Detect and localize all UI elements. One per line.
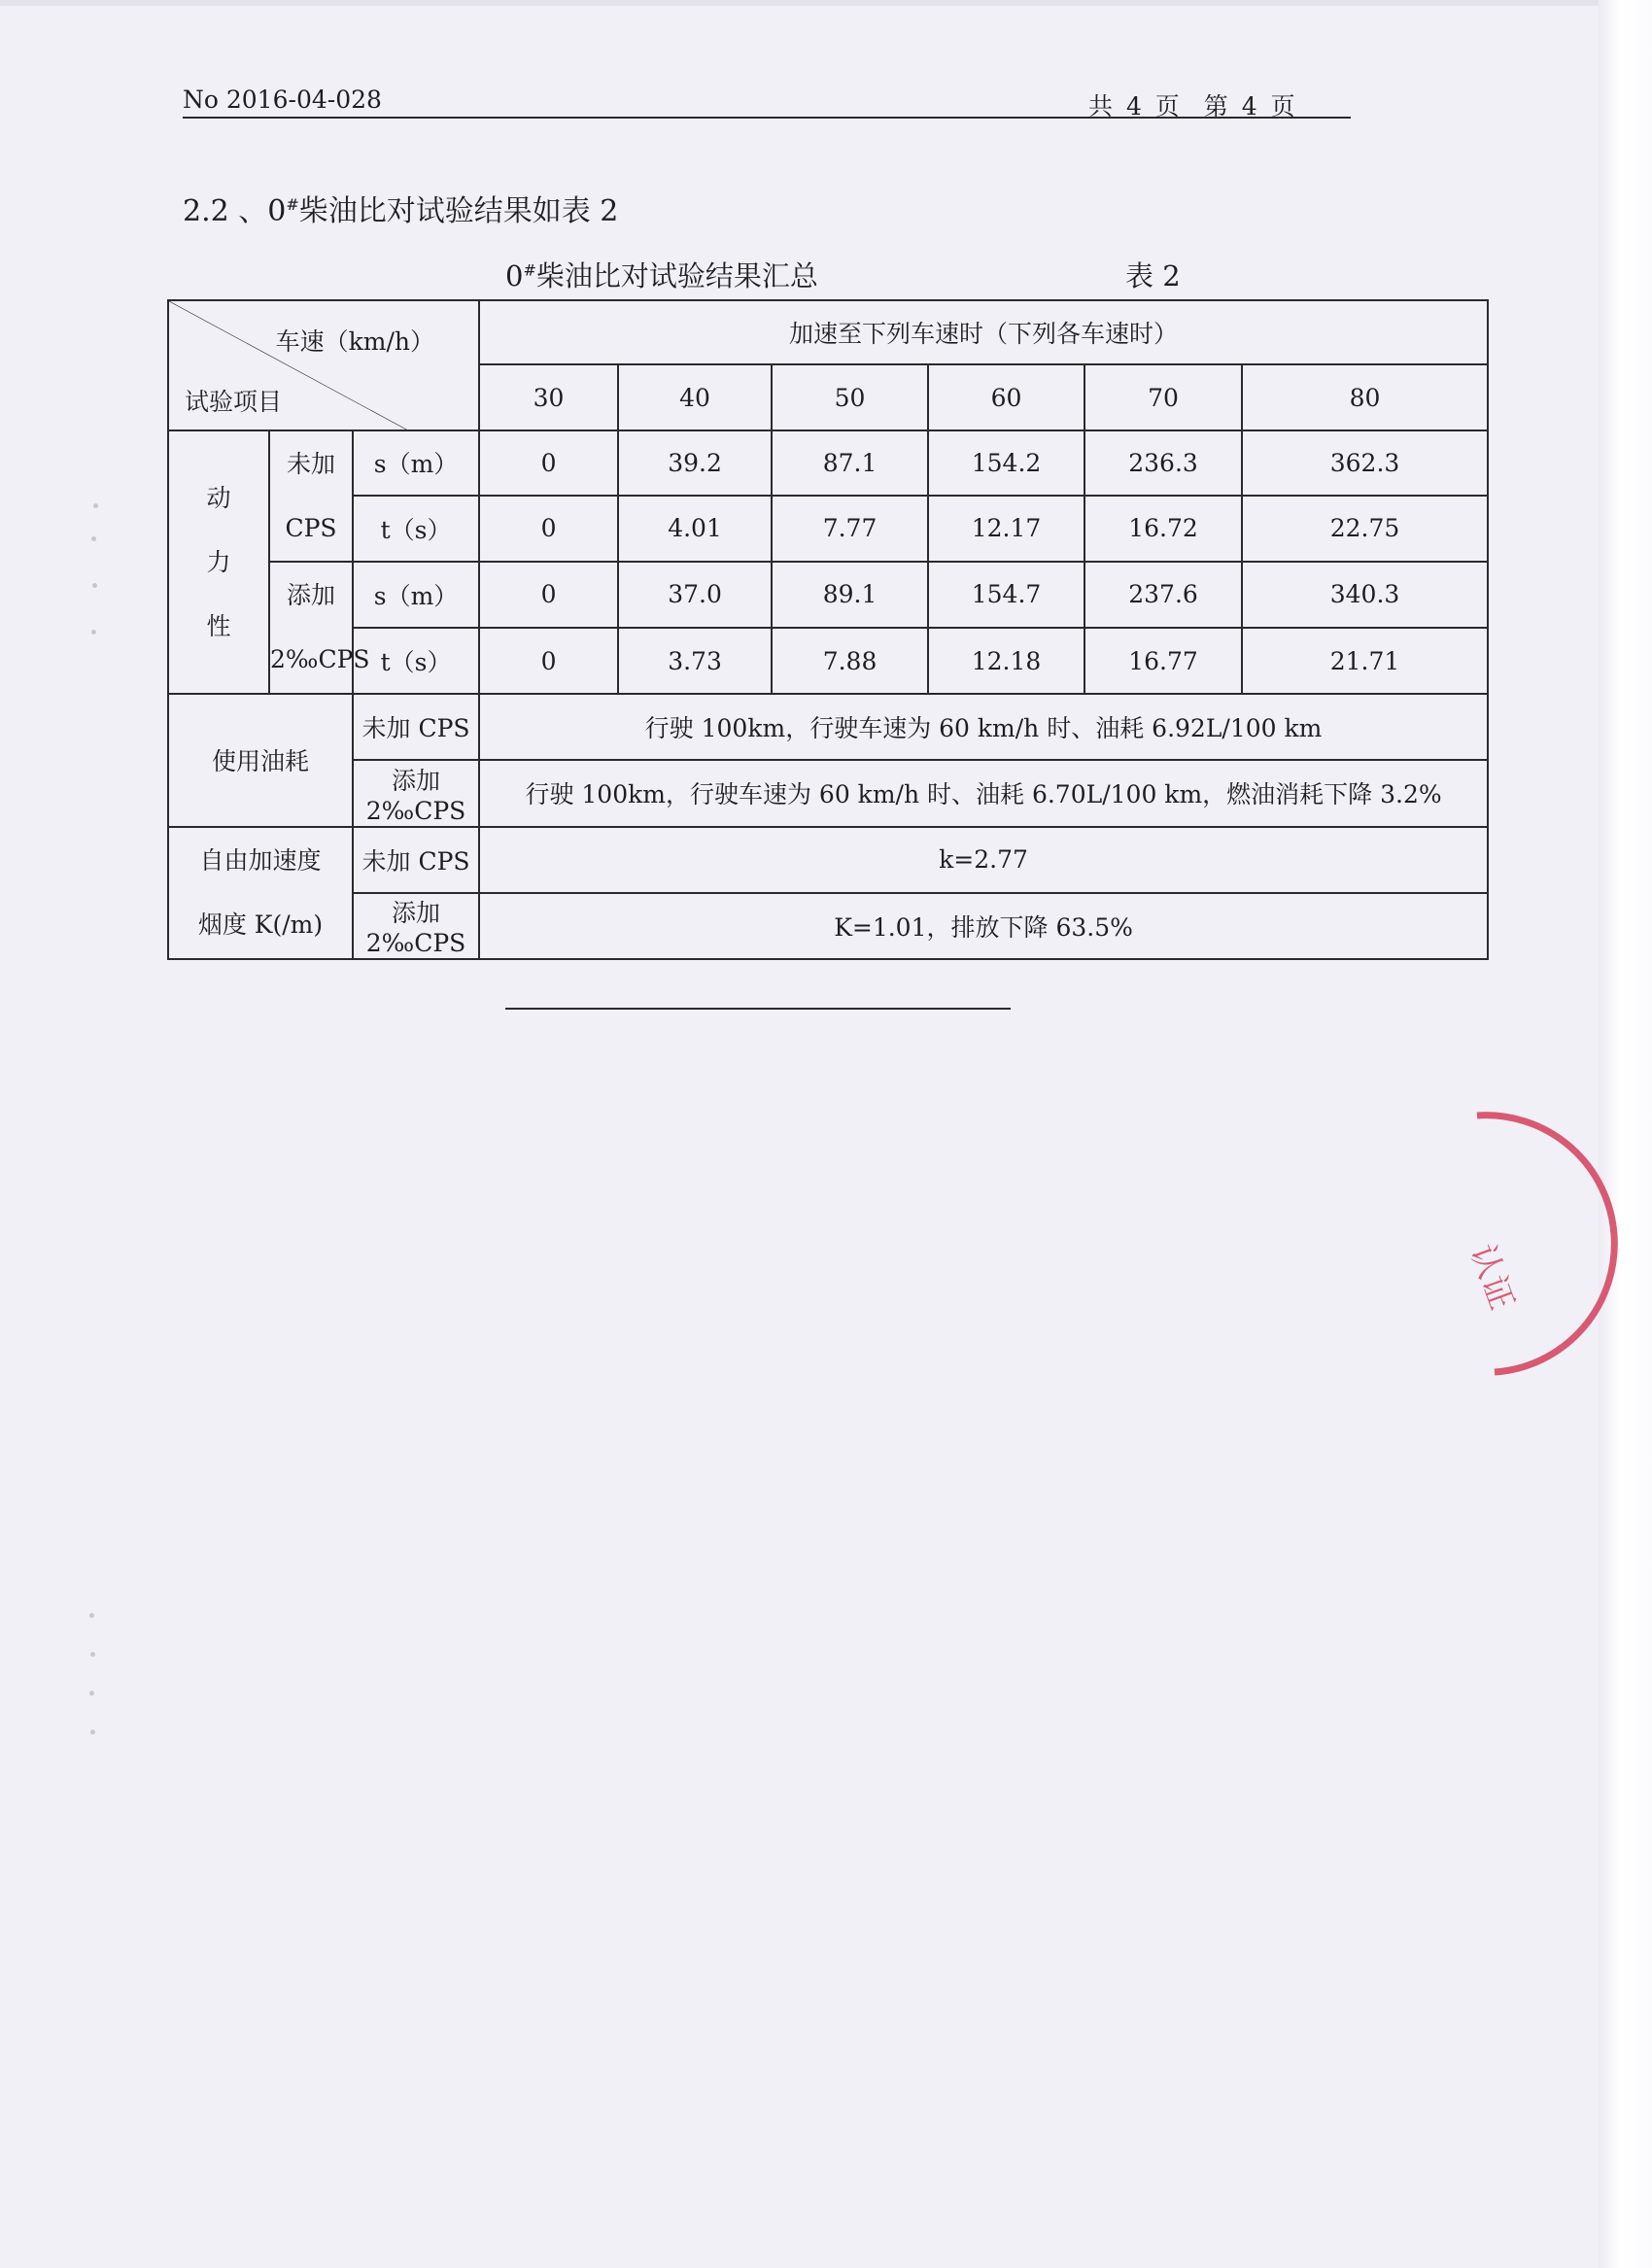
speed-header: 50 [772, 364, 928, 430]
condition-label: 添加 2‰CPS [353, 760, 479, 826]
binding-hole [89, 1691, 94, 1696]
page-top-edge [0, 0, 1652, 6]
group-label-line: 2‰CPS [270, 644, 370, 673]
data-cell: 4.01 [618, 496, 772, 562]
data-cell: 89.1 [772, 562, 928, 628]
group-label-line: CPS [285, 513, 337, 542]
official-seal [1458, 1098, 1652, 1390]
speed-axis-label: 车速（km/h） [275, 327, 435, 356]
data-cell: 16.72 [1084, 496, 1242, 562]
data-cell: 236.3 [1084, 430, 1242, 495]
binding-hole [90, 1652, 95, 1657]
section-superscript: # [286, 195, 299, 214]
param-label: s（m） [353, 430, 479, 495]
report-number: No 2016-04-028 [183, 86, 382, 114]
dynamic-char: 性 [206, 611, 231, 640]
result-table [167, 299, 1489, 960]
group-label-line: 未加 [286, 449, 335, 478]
data-cell: 0 [479, 430, 618, 495]
binding-hole [92, 583, 97, 588]
caption-prefix: 0 [505, 259, 524, 292]
speed-header: 40 [618, 364, 772, 430]
binding-hole [93, 503, 98, 508]
group-label-no-cps [269, 430, 353, 561]
section-number: 2.2 、0 [183, 194, 287, 228]
header-rule [183, 117, 1351, 119]
table-number: 表 2 [1125, 259, 1181, 292]
data-cell: 3.73 [618, 628, 772, 694]
param-label: t（s） [353, 496, 479, 562]
data-cell: 21.71 [1242, 628, 1488, 694]
binding-hole [90, 1730, 95, 1735]
data-cell: 16.77 [1084, 628, 1242, 694]
section-text: 柴油比对试验结果如表 2 [298, 194, 619, 228]
data-cell: 0 [479, 496, 618, 562]
caption-title: 柴油比对试验结果汇总 [535, 259, 818, 292]
data-cell: 154.7 [928, 562, 1084, 628]
speed-header: 60 [928, 364, 1084, 430]
smoke-result-no-cps: k=2.77 [479, 827, 1488, 893]
fuel-result-no-cps: 行驶 100km，行驶车速为 60 km/h 时、油耗 6.92L/100 km [479, 694, 1488, 760]
seal-text: 认证 [1462, 1239, 1522, 1316]
data-cell: 22.75 [1242, 496, 1488, 562]
data-cell: 154.2 [928, 430, 1084, 495]
data-cell: 7.77 [772, 496, 928, 562]
diagonal-header-cell [168, 300, 479, 430]
condition-label: 未加 CPS [353, 827, 479, 893]
binding-hole [89, 1613, 94, 1618]
speed-group-header: 加速至下列车速时（下列各车速时） [479, 300, 1488, 364]
speed-header: 70 [1084, 364, 1242, 430]
data-cell: 0 [479, 562, 618, 628]
fuel-consumption-label: 使用油耗 [168, 694, 353, 826]
group-label-with-cps [269, 562, 370, 694]
smoke-label-line: 烟度 K(/m) [197, 910, 324, 939]
data-cell: 237.6 [1084, 562, 1242, 628]
fuel-result-with-cps: 行驶 100km，行驶车速为 60 km/h 时、油耗 6.70L/100 km，燃油消耗下降 3.2% [479, 760, 1488, 826]
caption-superscript: # [523, 260, 536, 280]
data-cell: 87.1 [772, 430, 928, 495]
param-label: s（m） [353, 562, 479, 628]
binding-hole [91, 536, 96, 541]
condition-label: 添加 2‰CPS [353, 893, 479, 959]
dynamic-char: 动 [206, 483, 231, 512]
data-cell: 340.3 [1242, 562, 1488, 628]
speed-header: 30 [479, 364, 618, 430]
condition-label: 未加 CPS [353, 694, 479, 760]
data-cell: 0 [479, 628, 618, 694]
data-cell: 12.18 [928, 628, 1084, 694]
speed-header: 80 [1242, 364, 1488, 430]
data-cell: 7.88 [772, 628, 928, 694]
data-cell: 12.17 [928, 496, 1084, 562]
page-info: 共 4 页 第 4 页 [1088, 92, 1295, 120]
param-label: t（s） [353, 628, 479, 694]
dynamic-char: 力 [206, 547, 231, 576]
table-caption [505, 255, 818, 294]
data-cell: 362.3 [1242, 430, 1488, 495]
smoke-label-line: 自由加速度 [199, 845, 322, 875]
smoke-opacity-label [168, 827, 353, 960]
binding-hole [91, 630, 96, 635]
test-item-label: 试验项目 [185, 388, 283, 417]
data-cell: 39.2 [618, 430, 772, 495]
smoke-result-with-cps: K=1.01，排放下降 63.5% [479, 893, 1488, 959]
end-of-report-rule [505, 1008, 1011, 1010]
dynamic-performance-label [168, 430, 269, 694]
data-cell: 37.0 [618, 562, 772, 628]
group-label-line: 添加 [286, 580, 335, 609]
section-title [183, 187, 618, 229]
